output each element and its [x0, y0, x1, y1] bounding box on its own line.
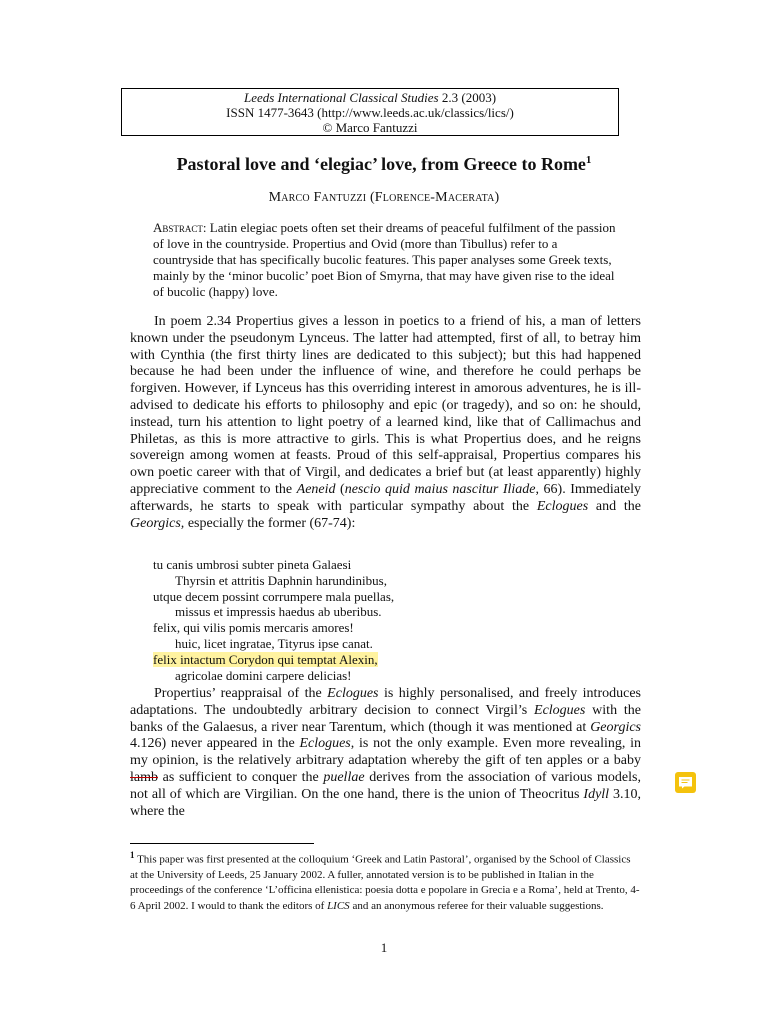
poem-line: missus et impressis haedus ab uberibus.	[175, 604, 382, 620]
latin-poem-quote	[153, 557, 394, 683]
footnote-text-2: and an anonymous referee for their valuable suggestions.	[352, 899, 604, 912]
para1-text-4: and the	[588, 498, 641, 514]
para1-text-3: , 66). Immediately afterwards, he starts to speak with particular sympathy about the	[130, 481, 641, 514]
poem-line: tu canis umbrosi subter pineta Galaesi	[153, 557, 352, 572]
para2-text-7: derives from the association of various models, not all of which are Virgilian. On the one hand, there is the union of Theocritus	[130, 769, 641, 802]
para1-text-2: (	[335, 481, 345, 497]
para1-italic-aeneid: Aeneid	[296, 481, 336, 497]
abstract	[153, 220, 616, 300]
page-number: 1	[380, 940, 388, 955]
para2-italic-4: Eclogues	[299, 736, 351, 752]
para2-text-8: 3.10, where the	[130, 786, 642, 819]
paper-title	[0, 152, 768, 176]
para1-text-5: especially the former (67-74):	[184, 515, 356, 531]
author-line: Marco Fantuzzi (Florence-Macerata)	[268, 190, 500, 205]
para1-italic-georgics: Georgics,	[130, 515, 185, 531]
para2-text-2: is highly personalised, and freely introduces adaptations. The undoubtedly arbitrary decision to connect Virgil’s	[130, 686, 641, 718]
para2-italic-3: Georgics	[590, 719, 641, 735]
para2-text-6: as sufficient to conquer the	[158, 769, 324, 785]
poem-line: agricolae domini carpere delicias!	[175, 667, 352, 683]
para2-text-5: , is not the only example. Even more revealing, in my opinion, is the relatively arbitrary adaptation whereby the gift of ten apples or a baby	[130, 736, 642, 769]
para1-italic-quote: nescio quid maius nascitur Iliade	[344, 481, 536, 497]
footnote-divider	[130, 843, 314, 844]
para2-italic-6: Idyll	[583, 786, 610, 802]
poem-line: utque decem possint corrumpere mala puellas,	[153, 588, 395, 604]
para2-italic-1: Eclogues	[327, 686, 379, 701]
para2-text-4: 4.126) never appeared in the	[130, 736, 300, 752]
para2-text-3: with the banks of the Galaesus, a river near Tarentum, which (though it was mentioned at	[130, 702, 641, 735]
strikethrough-edit[interactable]: lamb	[130, 769, 158, 785]
copyright-line: © Marco Fantuzzi	[322, 120, 418, 135]
para2-text-1: Propertius’ reappraisal of the	[154, 686, 328, 701]
comment-note-icon[interactable]	[675, 772, 696, 793]
title-footnote-marker[interactable]: 1	[585, 154, 592, 166]
journal-citation	[122, 90, 618, 105]
poem-line: Thyrsin et attritis Daphnin harundinibus,	[175, 572, 387, 588]
footnote	[130, 848, 641, 914]
para2-italic-5: puellae	[323, 769, 365, 785]
para1-text-1: In poem 2.34 Propertius gives a lesson in poetics to a friend of his, a man of letters known under the pseudonym Lynceus. The latter had attempted, first of all, to betray him with Cynthia (the first thirty lines are dedicated to this subject); but this had happened because he had been under the influence of wine, and therefore he could perhaps be forgiven. However, if Lynceus has this overriding interest in amorous adventures, he is ill-advised to dedicate his efforts to philosophy and epic (or tragedy), and so on: he should, instead, turn his attention to light poetry of a learned kind, like that of Callimachus and Philetas, as this is more attractive to girls. This is what Propertius does, and he reigns sovereign among women at feasts. Proud of this self-appraisal, Propertius compares his own poetic career with that of Virgil, and dedicates a brief but (at least apparently) highly appreciative comment to the	[130, 314, 641, 497]
abstract-label: Abstract:	[153, 220, 207, 235]
comment-note-glyph	[679, 777, 692, 789]
journal-name: Leeds International Classical Studies	[243, 90, 439, 105]
body-paragraph-2	[130, 686, 641, 820]
journal-issue: 2.3 (2003)	[441, 90, 497, 105]
footnote-italic-lics: LICS	[327, 899, 350, 912]
footnote-number: 1	[130, 850, 135, 860]
journal-header-box	[121, 88, 619, 136]
poem-line	[153, 652, 394, 668]
abstract-text: Latin elegiac poets often set their dreams of peaceful fulfilment of the passion of love in the countryside. Propertius and Ovid (more than Tibullus) refer to a countryside that has specifically bucolic features. This paper analyses some Greek texts, mainly by the ‘minor bucolic’ poet Bion of Smyrna, that may have given rise to the ideal of bucolic (happy) love.	[153, 220, 616, 299]
footnote-text-1: This paper was first presented at the colloquium ‘Greek and Latin Pastoral’, organised by the School of Classics at the University of Leeds, 25 January 2002. A fuller, annotated version is to be published in Italian in the proceedings of the conference ‘L’officina ellenistica: poesia dotta e popolare in Grecia e a Roma’, held at Trento, 4-6 April 2002. I would to thank the editors of	[130, 853, 640, 912]
issn-line: ISSN 1477-3643 (http://www.leeds.ac.uk/classics/lics/)	[226, 105, 514, 120]
para1-italic-eclogues: Eclogues	[536, 498, 589, 514]
poem-line: felix, qui vilis pomis mercaris amores!	[153, 620, 354, 636]
poem-line: huic, licet ingratae, Tityrus ipse canat.	[175, 635, 373, 651]
para2-italic-2: Eclogues	[534, 702, 586, 718]
title-text: Pastoral love and ‘elegiac’ love, from Greece to Rome	[176, 154, 586, 174]
highlighted-poem-line[interactable]: felix intactum Corydon qui temptat Alexin,	[153, 651, 378, 667]
body-paragraph-1	[130, 314, 641, 532]
